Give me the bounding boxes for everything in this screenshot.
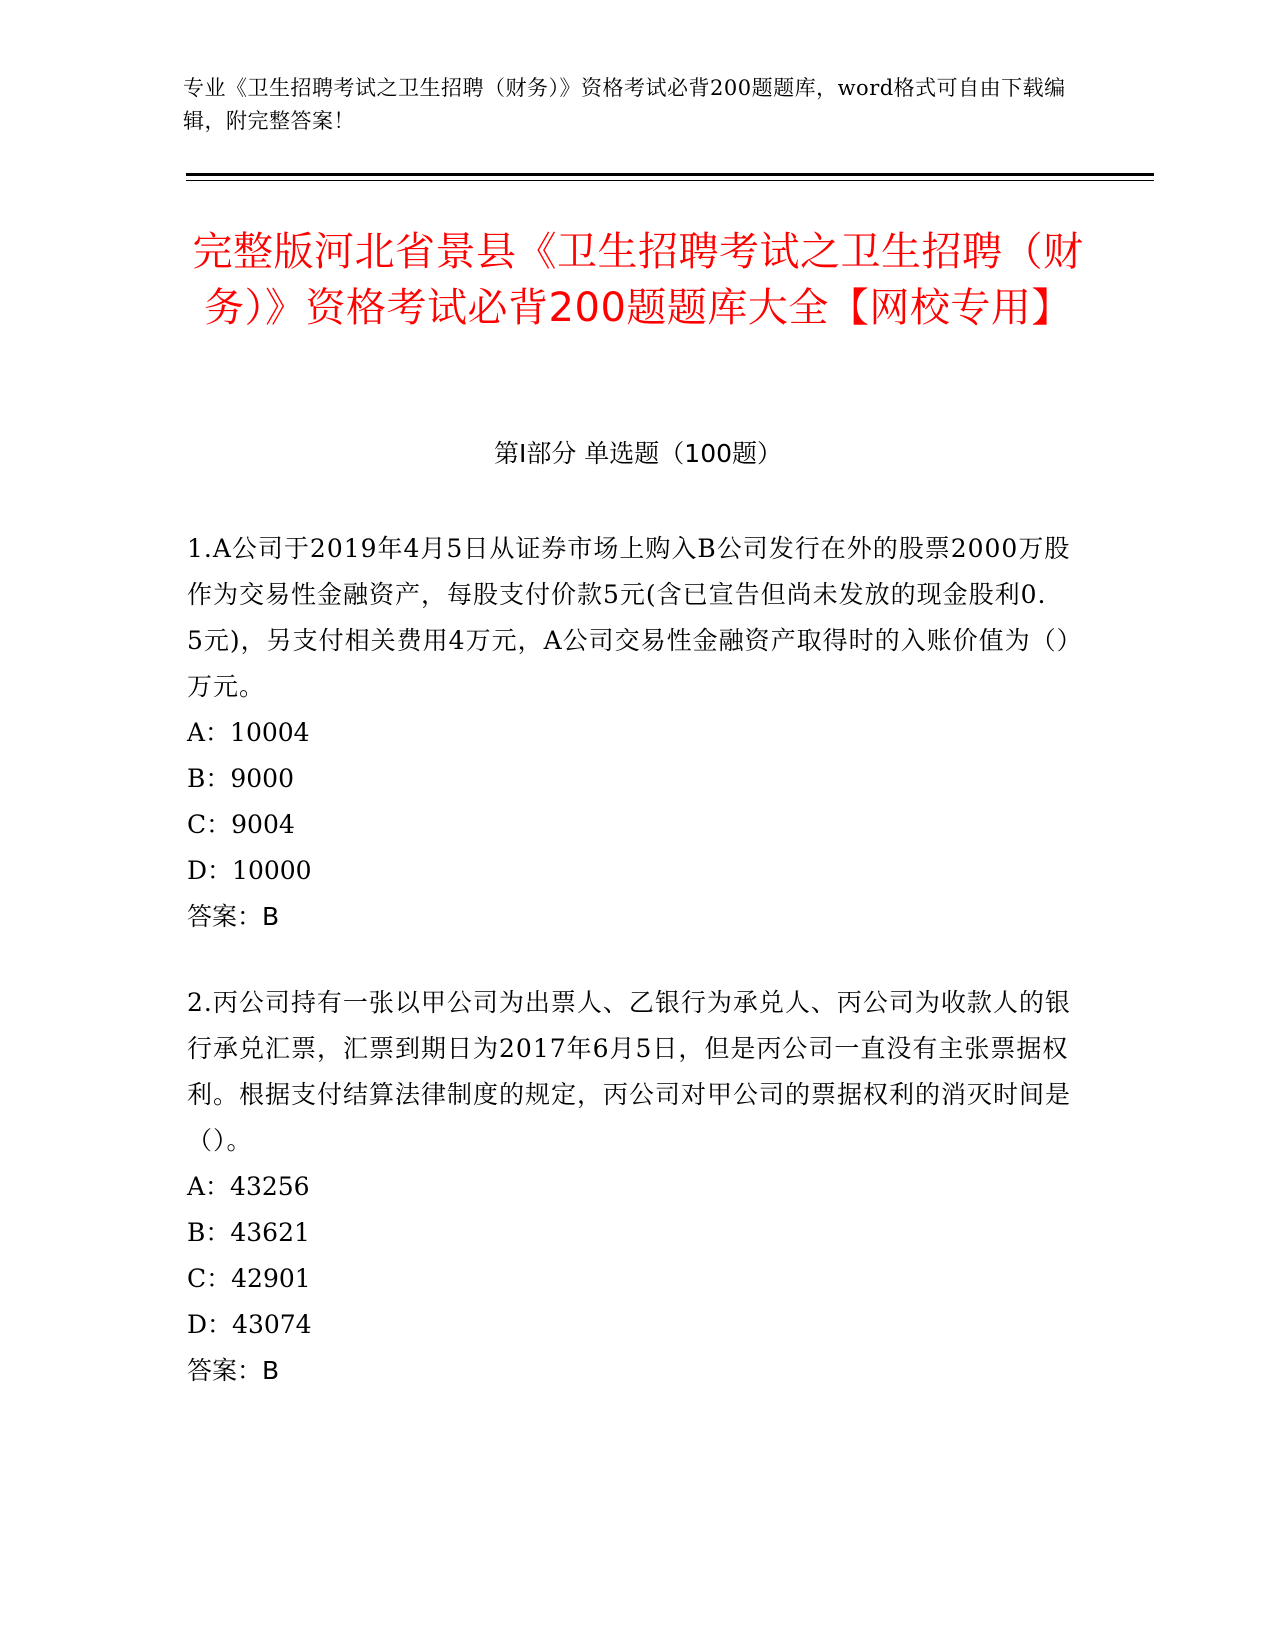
question-2-option-c: C：42901 [187, 1264, 311, 1293]
question-1 [187, 526, 1077, 940]
question-2 [187, 980, 1077, 1394]
header-divider-thin [186, 180, 1154, 181]
question-2-option-a: A：43256 [187, 1172, 310, 1201]
header-note: 专业《卫生招聘考试之卫生招聘（财务）》资格考试必背200题题库，word格式可自由下载编辑，附完整答案！ [183, 76, 1066, 133]
question-2-answer: 答案：B [187, 1356, 280, 1385]
question-1-option-a: A：10004 [187, 718, 310, 747]
header-divider-thick [186, 173, 1154, 176]
question-2-option-d: D：43074 [187, 1310, 312, 1339]
document-title: 完整版河北省景县《卫生招聘考试之卫生招聘（财务）》资格考试必背200题题库大全【网校专用】 [192, 229, 1084, 331]
question-2-stem: 2.丙公司持有一张以甲公司为出票人、乙银行为承兑人、丙公司为收款人的银行承兑汇票，汇票到期日为2017年6月5日，但是丙公司一直没有主张票据权利。根据支付结算法律制度的规定，丙公司对甲公司的票据权利的消灭时间是（）。 [187, 988, 1072, 1155]
question-1-option-d: D：10000 [187, 856, 312, 885]
question-1-option-c: C：9004 [187, 810, 295, 839]
section-title: 第Ⅰ部分 单选题（100题） [493, 439, 783, 468]
question-2-option-b: B：43621 [187, 1218, 310, 1247]
question-1-answer: 答案：B [187, 902, 280, 931]
question-1-stem: 1.A公司于2019年4月5日从证券市场上购入B公司发行在外的股票2000万股作为交易性金融资产，每股支付价款5元(含已宣告但尚未发放的现金股利0．5元)，另支付相关费用4万元，A公司交易性金融资产取得时的入账价值为（）万元。 [187, 534, 1071, 701]
question-1-option-b: B：9000 [187, 764, 294, 793]
